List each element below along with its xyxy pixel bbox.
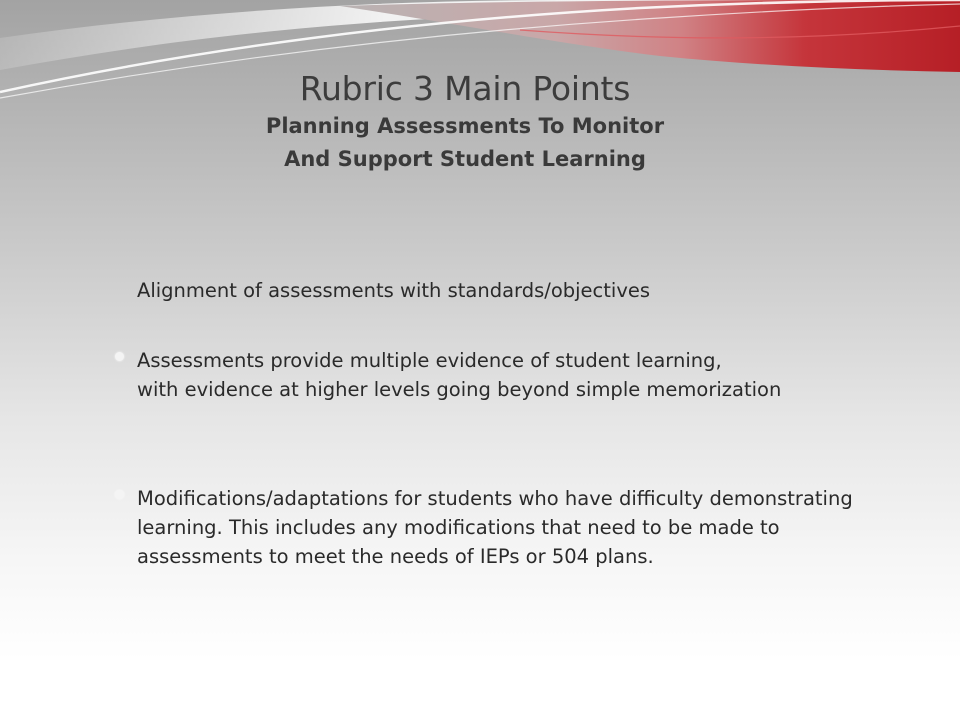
- title-block: [140, 68, 790, 176]
- slide-subtitle-line1: Planning Assessments To Monitor: [265, 114, 665, 138]
- bullet-assessments: [137, 346, 897, 402]
- slide-subtitle-line2: And Support Student Learning: [284, 147, 646, 171]
- bullet-modifications: Modifications/adaptations for students who have difficulty demonstrating learning. This includes any modifications that need to be made to assessments to meet the needs of IEPs or 504 plans.: [137, 487, 853, 568]
- bullet-assessments-line2: with evidence at higher levels going beyond simple memorization: [137, 378, 782, 401]
- bullet-dot: [115, 352, 124, 361]
- slide-title: Rubric 3 Main Points: [299, 69, 631, 108]
- paragraph-alignment: Alignment of assessments with standards/objectives: [137, 279, 651, 302]
- bullet-assessments-line1: Assessments provide multiple evidence of student learning,: [137, 349, 722, 372]
- bullet-dot: [115, 490, 124, 499]
